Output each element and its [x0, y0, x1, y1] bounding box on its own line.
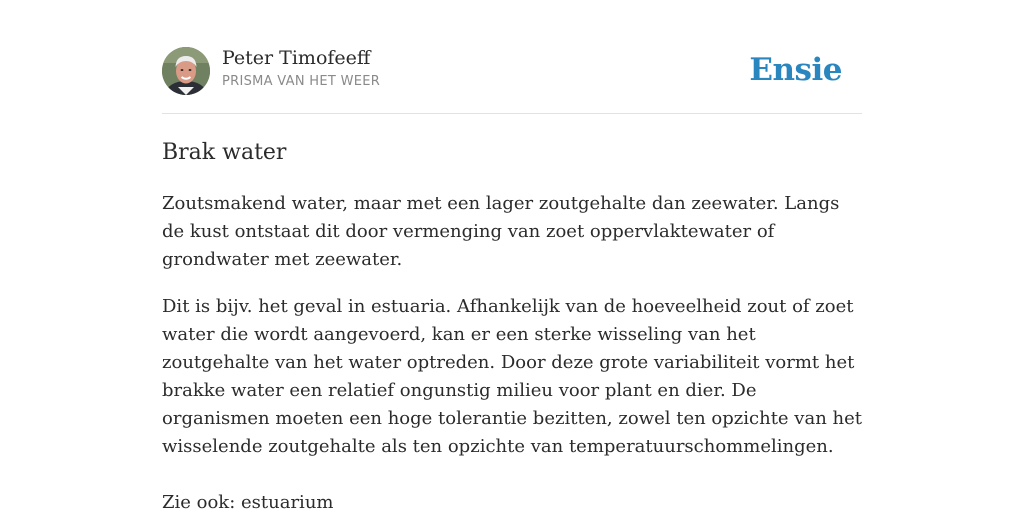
paragraph: Zoutsmakend water, maar met een lager zoutgehalte dan zeewater. Langs de kust ontstaat dit door vermenging van zoet oppervlaktewater of grondwater met zeewater.	[162, 193, 840, 270]
author-name[interactable]: Peter Timofeeff	[222, 47, 371, 69]
page	[162, 0, 862, 512]
author-subtitle[interactable]: PRISMA VAN HET WEER	[222, 74, 381, 89]
header	[162, 46, 862, 96]
avatar[interactable]	[162, 47, 210, 95]
paragraph: Dit is bijv. het geval in estuaria. Afhankelijk van de hoeveelheid zout of zoet water die wordt aangevoerd, kan er een sterke wisseling van het zoutgehalte van het water optreden. Door deze grote variabiliteit vormt het brakke water een relatief ongunstig milieu voor plant en dier. De organismen moeten een hoge tolerantie bezitten, zowel ten opzichte van het wisselende zoutgehalte als ten opzichte van temperatuurschommelingen.	[162, 296, 862, 457]
article-title: Brak water	[162, 140, 287, 165]
see-also-text: Zie ook: estuarium	[162, 492, 334, 512]
ensie-logo[interactable]: Ensie	[749, 52, 842, 88]
avatar-portrait-icon	[162, 47, 210, 95]
header-divider	[162, 113, 862, 114]
article-body	[162, 190, 862, 512]
